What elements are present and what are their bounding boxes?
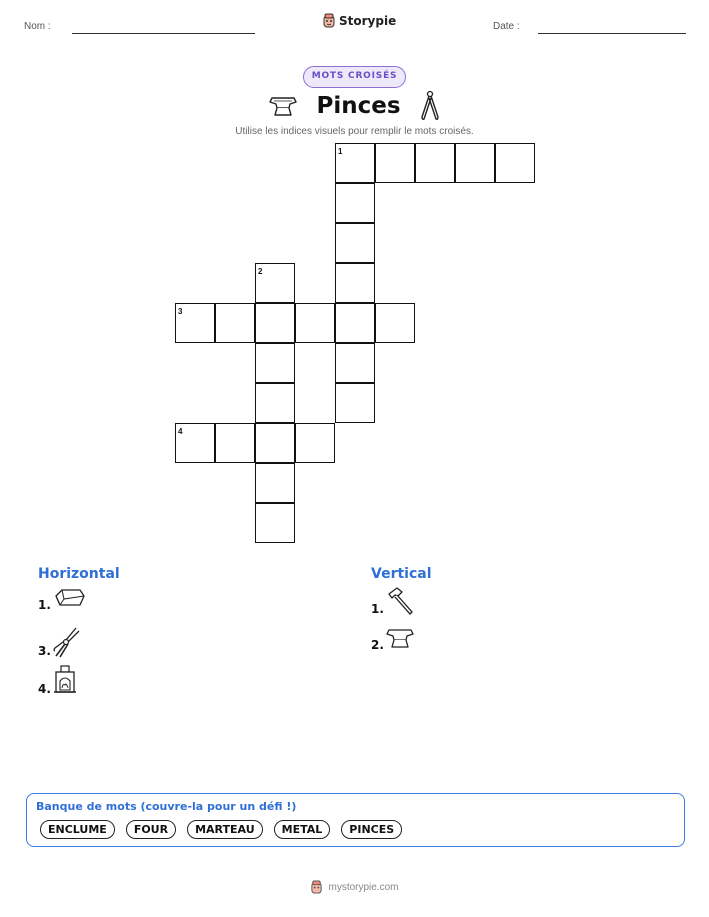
vertical-heading: Vertical	[371, 566, 432, 582]
tongs-icon	[419, 90, 441, 122]
clue-number: 2	[258, 267, 263, 276]
instructions: Utilise les indices visuels pour remplir le mots croisés.	[235, 126, 474, 137]
grid-cell[interactable]	[335, 143, 375, 183]
clue-horizontal-4	[38, 664, 78, 696]
grid-cell[interactable]	[495, 143, 535, 183]
word-bank-list	[40, 820, 402, 839]
anvil-icon	[268, 93, 298, 119]
grid-cell[interactable]	[335, 383, 375, 423]
pliers-icon	[52, 626, 82, 658]
grid-cell[interactable]	[255, 503, 295, 543]
grid-cell[interactable]	[215, 303, 255, 343]
storypie-mascot-icon	[322, 13, 336, 29]
footer-link[interactable]: mystorypie.com	[328, 882, 399, 893]
grid-cell[interactable]	[335, 183, 375, 223]
word-bank-title: Banque de mots (couvre-la pour un défi !)	[36, 800, 297, 813]
grid-cell[interactable]	[335, 303, 375, 343]
word-bank-item: METAL	[274, 820, 331, 839]
puzzle-type-badge: MOTS CROISÉS	[303, 66, 406, 88]
clue-horizontal-3	[38, 626, 82, 658]
word-bank-item: FOUR	[126, 820, 176, 839]
grid-cell[interactable]	[175, 303, 215, 343]
grid-cell[interactable]	[175, 423, 215, 463]
grid-cell[interactable]	[255, 263, 295, 303]
horizontal-heading: Horizontal	[38, 566, 120, 582]
hammer-icon	[385, 586, 417, 616]
grid-cell[interactable]	[255, 383, 295, 423]
clue-number: 1	[338, 147, 343, 156]
metal-ingot-icon	[52, 586, 86, 612]
clue-number: 1.	[371, 602, 384, 616]
clue-vertical-1	[371, 586, 417, 616]
title-row	[0, 90, 709, 122]
date-label: Date :	[493, 21, 520, 32]
date-line[interactable]	[538, 33, 686, 34]
clue-number: 2.	[371, 638, 384, 652]
grid-cell[interactable]	[255, 343, 295, 383]
word-bank-item: ENCLUME	[40, 820, 115, 839]
word-bank-item: PINCES	[341, 820, 402, 839]
anvil-icon	[385, 626, 415, 652]
furnace-icon	[52, 664, 78, 696]
clue-number: 4	[178, 427, 183, 436]
grid-cell[interactable]	[215, 423, 255, 463]
brand-name: Storypie	[339, 14, 397, 28]
grid-cell[interactable]	[255, 423, 295, 463]
grid-cell[interactable]	[375, 143, 415, 183]
grid-cell[interactable]	[335, 343, 375, 383]
grid-cell[interactable]	[295, 303, 335, 343]
grid-cell[interactable]	[295, 423, 335, 463]
clue-horizontal-1	[38, 586, 86, 612]
grid-cell[interactable]	[455, 143, 495, 183]
clue-number: 4.	[38, 682, 51, 696]
clue-number: 3.	[38, 644, 51, 658]
footer	[0, 880, 709, 895]
word-bank-item: MARTEAU	[187, 820, 263, 839]
clue-number: 1.	[38, 598, 51, 612]
page-title: Pinces	[316, 93, 401, 119]
word-bank	[26, 793, 685, 847]
grid-cell[interactable]	[415, 143, 455, 183]
grid-cell[interactable]	[255, 463, 295, 503]
name-label: Nom :	[24, 21, 51, 32]
grid-cell[interactable]	[375, 303, 415, 343]
clue-vertical-2	[371, 626, 415, 652]
brand-logo	[322, 13, 396, 29]
clue-number: 3	[178, 307, 183, 316]
storypie-mascot-icon	[310, 880, 323, 895]
name-line[interactable]	[72, 33, 255, 34]
grid-cell[interactable]	[255, 303, 295, 343]
grid-cell[interactable]	[335, 223, 375, 263]
grid-cell[interactable]	[335, 263, 375, 303]
